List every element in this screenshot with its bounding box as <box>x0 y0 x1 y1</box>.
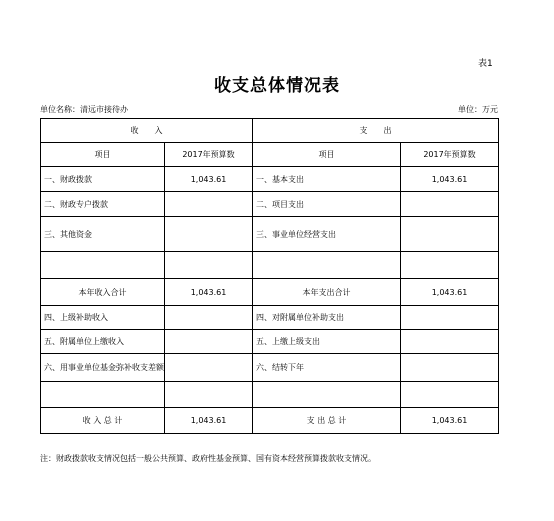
income-item-cell: 一、财政拨款 <box>41 167 165 192</box>
table-row-grand-total <box>41 408 499 434</box>
table-section-header-row <box>41 119 499 143</box>
budget-summary-table <box>40 118 499 434</box>
expense-item-cell: 三、事业单位经营支出 <box>253 217 401 252</box>
expense-value-cell <box>401 330 499 354</box>
expense-budget-column-header: 2017年预算数 <box>401 143 499 167</box>
table-row <box>41 167 499 192</box>
unit-name-label: 单位名称：清远市接待办 <box>40 105 128 114</box>
table-row-subtotal <box>41 279 499 306</box>
income-item-cell: 三、其他资金 <box>41 217 165 252</box>
income-value-cell <box>165 192 253 217</box>
expense-item-cell: 一、基本支出 <box>253 167 401 192</box>
expense-item-cell: 五、上缴上级支出 <box>253 330 401 354</box>
income-value-cell <box>165 330 253 354</box>
income-item-cell <box>41 252 165 279</box>
expense-total-label: 支 出 总 计 <box>253 408 401 434</box>
income-value-cell <box>165 354 253 382</box>
income-item-cell <box>41 382 165 408</box>
income-total-value: 1,043.61 <box>165 408 253 434</box>
expense-section-header: 支 出 <box>253 119 499 143</box>
footnote: 注：财政拨款收支情况包括一般公共预算、政府性基金预算、国有资本经营预算拨款收支情况。 <box>40 454 376 463</box>
expense-value-cell <box>401 382 499 408</box>
table-row <box>41 354 499 382</box>
expense-total-value: 1,043.61 <box>401 408 499 434</box>
income-subtotal-value: 1,043.61 <box>165 279 253 306</box>
income-value-cell <box>165 217 253 252</box>
expense-value-cell <box>401 252 499 279</box>
income-item-cell: 四、上级补助收入 <box>41 306 165 330</box>
expense-item-column-header: 项目 <box>253 143 401 167</box>
expense-subtotal-value: 1,043.61 <box>401 279 499 306</box>
table-number: 表1 <box>478 59 493 69</box>
expense-subtotal-label: 本年支出合计 <box>253 279 401 306</box>
income-item-column-header: 项目 <box>41 143 165 167</box>
expense-value-cell <box>401 192 499 217</box>
income-item-cell: 二、财政专户拨款 <box>41 192 165 217</box>
page-title: 收支总体情况表 <box>214 76 340 96</box>
expense-item-cell: 六、结转下年 <box>253 354 401 382</box>
income-value-cell: 1,043.61 <box>165 167 253 192</box>
table-column-header-row <box>41 143 499 167</box>
income-total-label: 收 入 总 计 <box>41 408 165 434</box>
table-row <box>41 217 499 252</box>
table-row <box>41 252 499 279</box>
expense-value-cell <box>401 306 499 330</box>
expense-item-cell <box>253 252 401 279</box>
currency-unit-label: 单位：万元 <box>458 105 498 114</box>
income-section-header: 收 入 <box>41 119 253 143</box>
income-subtotal-label: 本年收入合计 <box>41 279 165 306</box>
expense-item-cell: 四、对附属单位补助支出 <box>253 306 401 330</box>
income-value-cell <box>165 382 253 408</box>
expense-item-cell: 二、项目支出 <box>253 192 401 217</box>
table-row <box>41 382 499 408</box>
expense-value-cell: 1,043.61 <box>401 167 499 192</box>
income-item-cell: 五、附属单位上缴收入 <box>41 330 165 354</box>
expense-value-cell <box>401 217 499 252</box>
table-row <box>41 306 499 330</box>
income-budget-column-header: 2017年预算数 <box>165 143 253 167</box>
expense-value-cell <box>401 354 499 382</box>
table-row <box>41 330 499 354</box>
income-value-cell <box>165 306 253 330</box>
income-item-cell: 六、用事业单位基金弥补收支差额 <box>41 354 165 382</box>
expense-item-cell <box>253 382 401 408</box>
income-value-cell <box>165 252 253 279</box>
table-row <box>41 192 499 217</box>
